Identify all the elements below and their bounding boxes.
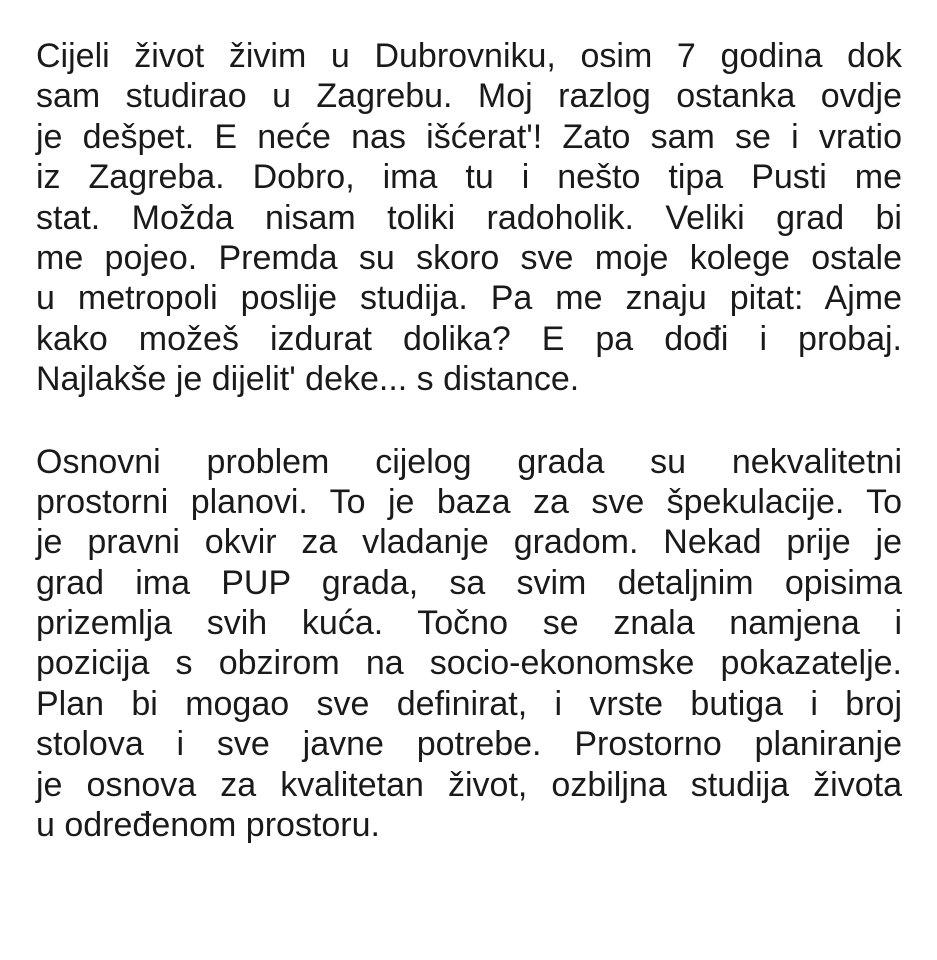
- text-line: Najlakše je dijelit' deke... s distance.: [36, 360, 580, 399]
- text-line: me pojeo. Premda su skoro sve moje kolege ostale: [36, 238, 902, 277]
- text-line: u određenom prostoru.: [36, 806, 380, 845]
- text-line: stolova i sve javne potrebe. Prostorno planiranje: [36, 725, 902, 764]
- paragraph-2: [36, 442, 902, 846]
- text-line: iz Zagreba. Dobro, ima tu i nešto tipa Pusti me: [36, 158, 902, 197]
- text-line: grad ima PUP grada, sa svim detaljnim opisima: [36, 563, 902, 602]
- text-line: je dešpet. E neće nas išćerat'! Zato sam se i vratio: [36, 117, 902, 156]
- paragraph-1: [36, 36, 902, 400]
- text-line: Osnovni problem cijelog grada su nekvalitetni: [36, 442, 902, 481]
- text-line: je pravni okvir za vladanje gradom. Nekad prije je: [36, 523, 902, 562]
- text-line: u metropoli poslije studija. Pa me znaju pitat: Ajme: [36, 279, 902, 318]
- text-line: sam studirao u Zagrebu. Moj razlog ostanka ovdje: [36, 77, 902, 116]
- text-line: prostorni planovi. To je baza za sve špekulacije. To: [36, 482, 902, 521]
- text-line: Cijeli život živim u Dubrovniku, osim 7 godina dok: [36, 37, 902, 75]
- document-body: [36, 36, 902, 845]
- text-line: je osnova za kvalitetan život, ozbiljna studija života: [36, 765, 902, 804]
- text-line: Plan bi mogao sve definirat, i vrste butiga i broj: [36, 684, 902, 723]
- text-line: stat. Možda nisam toliki radoholik. Veliki grad bi: [36, 198, 902, 237]
- text-line: pozicija s obzirom na socio-ekonomske pokazatelje.: [36, 644, 902, 683]
- text-line: kako možeš izdurat dolika? E pa dođi i probaj.: [36, 319, 902, 358]
- text-line: prizemlja svih kuća. Točno se znala namjena i: [36, 604, 902, 643]
